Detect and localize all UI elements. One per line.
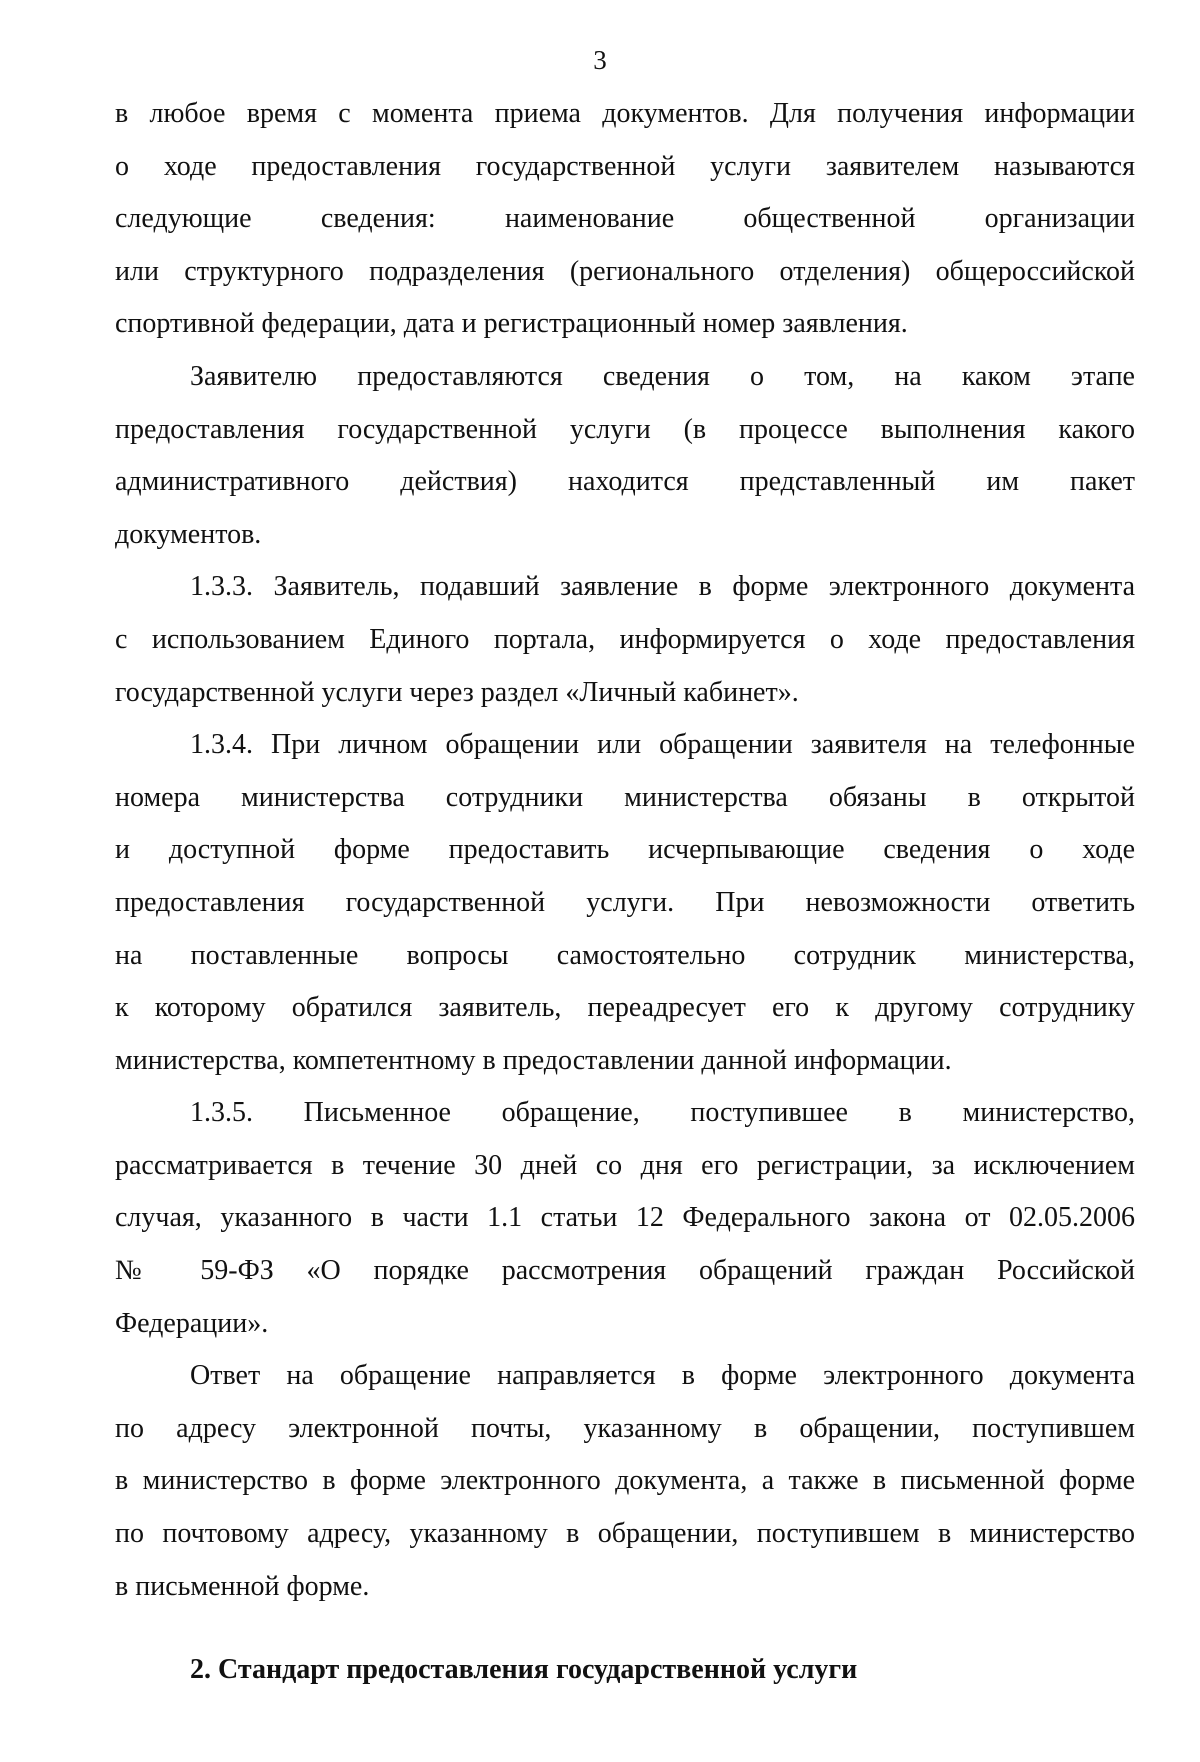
paragraph-6 (115, 1350, 1135, 1613)
paragraph-line: административного действия) находится представленный им пакет (115, 466, 1135, 498)
paragraph-line: государственной услуги через раздел «Личный кабинет». (115, 676, 799, 708)
paragraph-line: с использованием Единого портала, информируется о ходе предоставления (115, 623, 1135, 655)
paragraph-line: рассматривается в течение 30 дней со дня его регистрации, за исключением (115, 1149, 1135, 1181)
paragraph-line: Ответ на обращение направляется в форме электронного документа (190, 1360, 1135, 1392)
paragraph-line: в любое время с момента приема документов. Для получения информации (115, 98, 1135, 129)
paragraph-line: и доступной форме предоставить исчерпывающие сведения о ходе (115, 834, 1135, 866)
paragraph-line: по почтовому адресу, указанному в обращении, поступившем в министерство (115, 1518, 1135, 1550)
paragraph-line: министерства, компетентному в предоставлении данной информации. (115, 1044, 952, 1076)
paragraph-line: Федерации». (115, 1307, 269, 1339)
page-number: 3 (593, 45, 607, 75)
paragraph-line: 1.3.3. Заявитель, подавший заявление в форме электронного документа (190, 571, 1135, 603)
paragraph-line: к которому обратился заявитель, переадресует его к другому сотруднику (115, 992, 1135, 1024)
paragraph-line: № 59-ФЗ «О порядке рассмотрения обращений граждан Российской (115, 1255, 1135, 1287)
paragraph-5 (115, 1087, 1135, 1350)
paragraph-3 (115, 561, 1135, 719)
section-heading: 2. Стандарт предоставления государственной услуги (190, 1654, 858, 1685)
paragraph-line: спортивной федерации, дата и регистрационный номер заявления. (115, 308, 908, 340)
paragraph-4 (115, 719, 1135, 1087)
paragraph-2 (115, 351, 1135, 561)
paragraph-line: предоставления государственной услуги (в процессе выполнения какого (115, 413, 1135, 445)
paragraph-line: следующие сведения: наименование общественной организации (115, 203, 1135, 235)
paragraph-line: документов. (115, 518, 262, 550)
paragraph-line: 1.3.4. При личном обращении или обращении заявителя на телефонные (190, 729, 1135, 761)
paragraph-line: по адресу электронной почты, указанному в обращении, поступившем (115, 1412, 1135, 1444)
paragraph-line: в министерство в форме электронного документа, а также в письменной форме (115, 1465, 1135, 1497)
paragraph-line: в письменной форме. (115, 1570, 370, 1602)
paragraph-line: 1.3.5. Письменное обращение, поступившее в министерство, (190, 1097, 1135, 1129)
paragraph-line: или структурного подразделения (регионального отделения) общероссийской (115, 255, 1135, 287)
paragraph-line: предоставления государственной услуги. При невозможности ответить (115, 886, 1135, 918)
body-text (115, 88, 1135, 1613)
paragraph-line: Заявителю предоставляются сведения о том, на каком этапе (190, 360, 1135, 392)
paragraph-line: на поставленные вопросы самостоятельно сотрудник министерства, (115, 939, 1135, 971)
paragraph-line: о ходе предоставления государственной услуги заявителем называются (115, 150, 1135, 182)
paragraph-1 (115, 88, 1135, 351)
paragraph-line: номера министерства сотрудники министерства обязаны в открытой (115, 781, 1135, 813)
paragraph-line: случая, указанного в части 1.1 статьи 12 Федерального закона от 02.05.2006 (115, 1202, 1135, 1234)
